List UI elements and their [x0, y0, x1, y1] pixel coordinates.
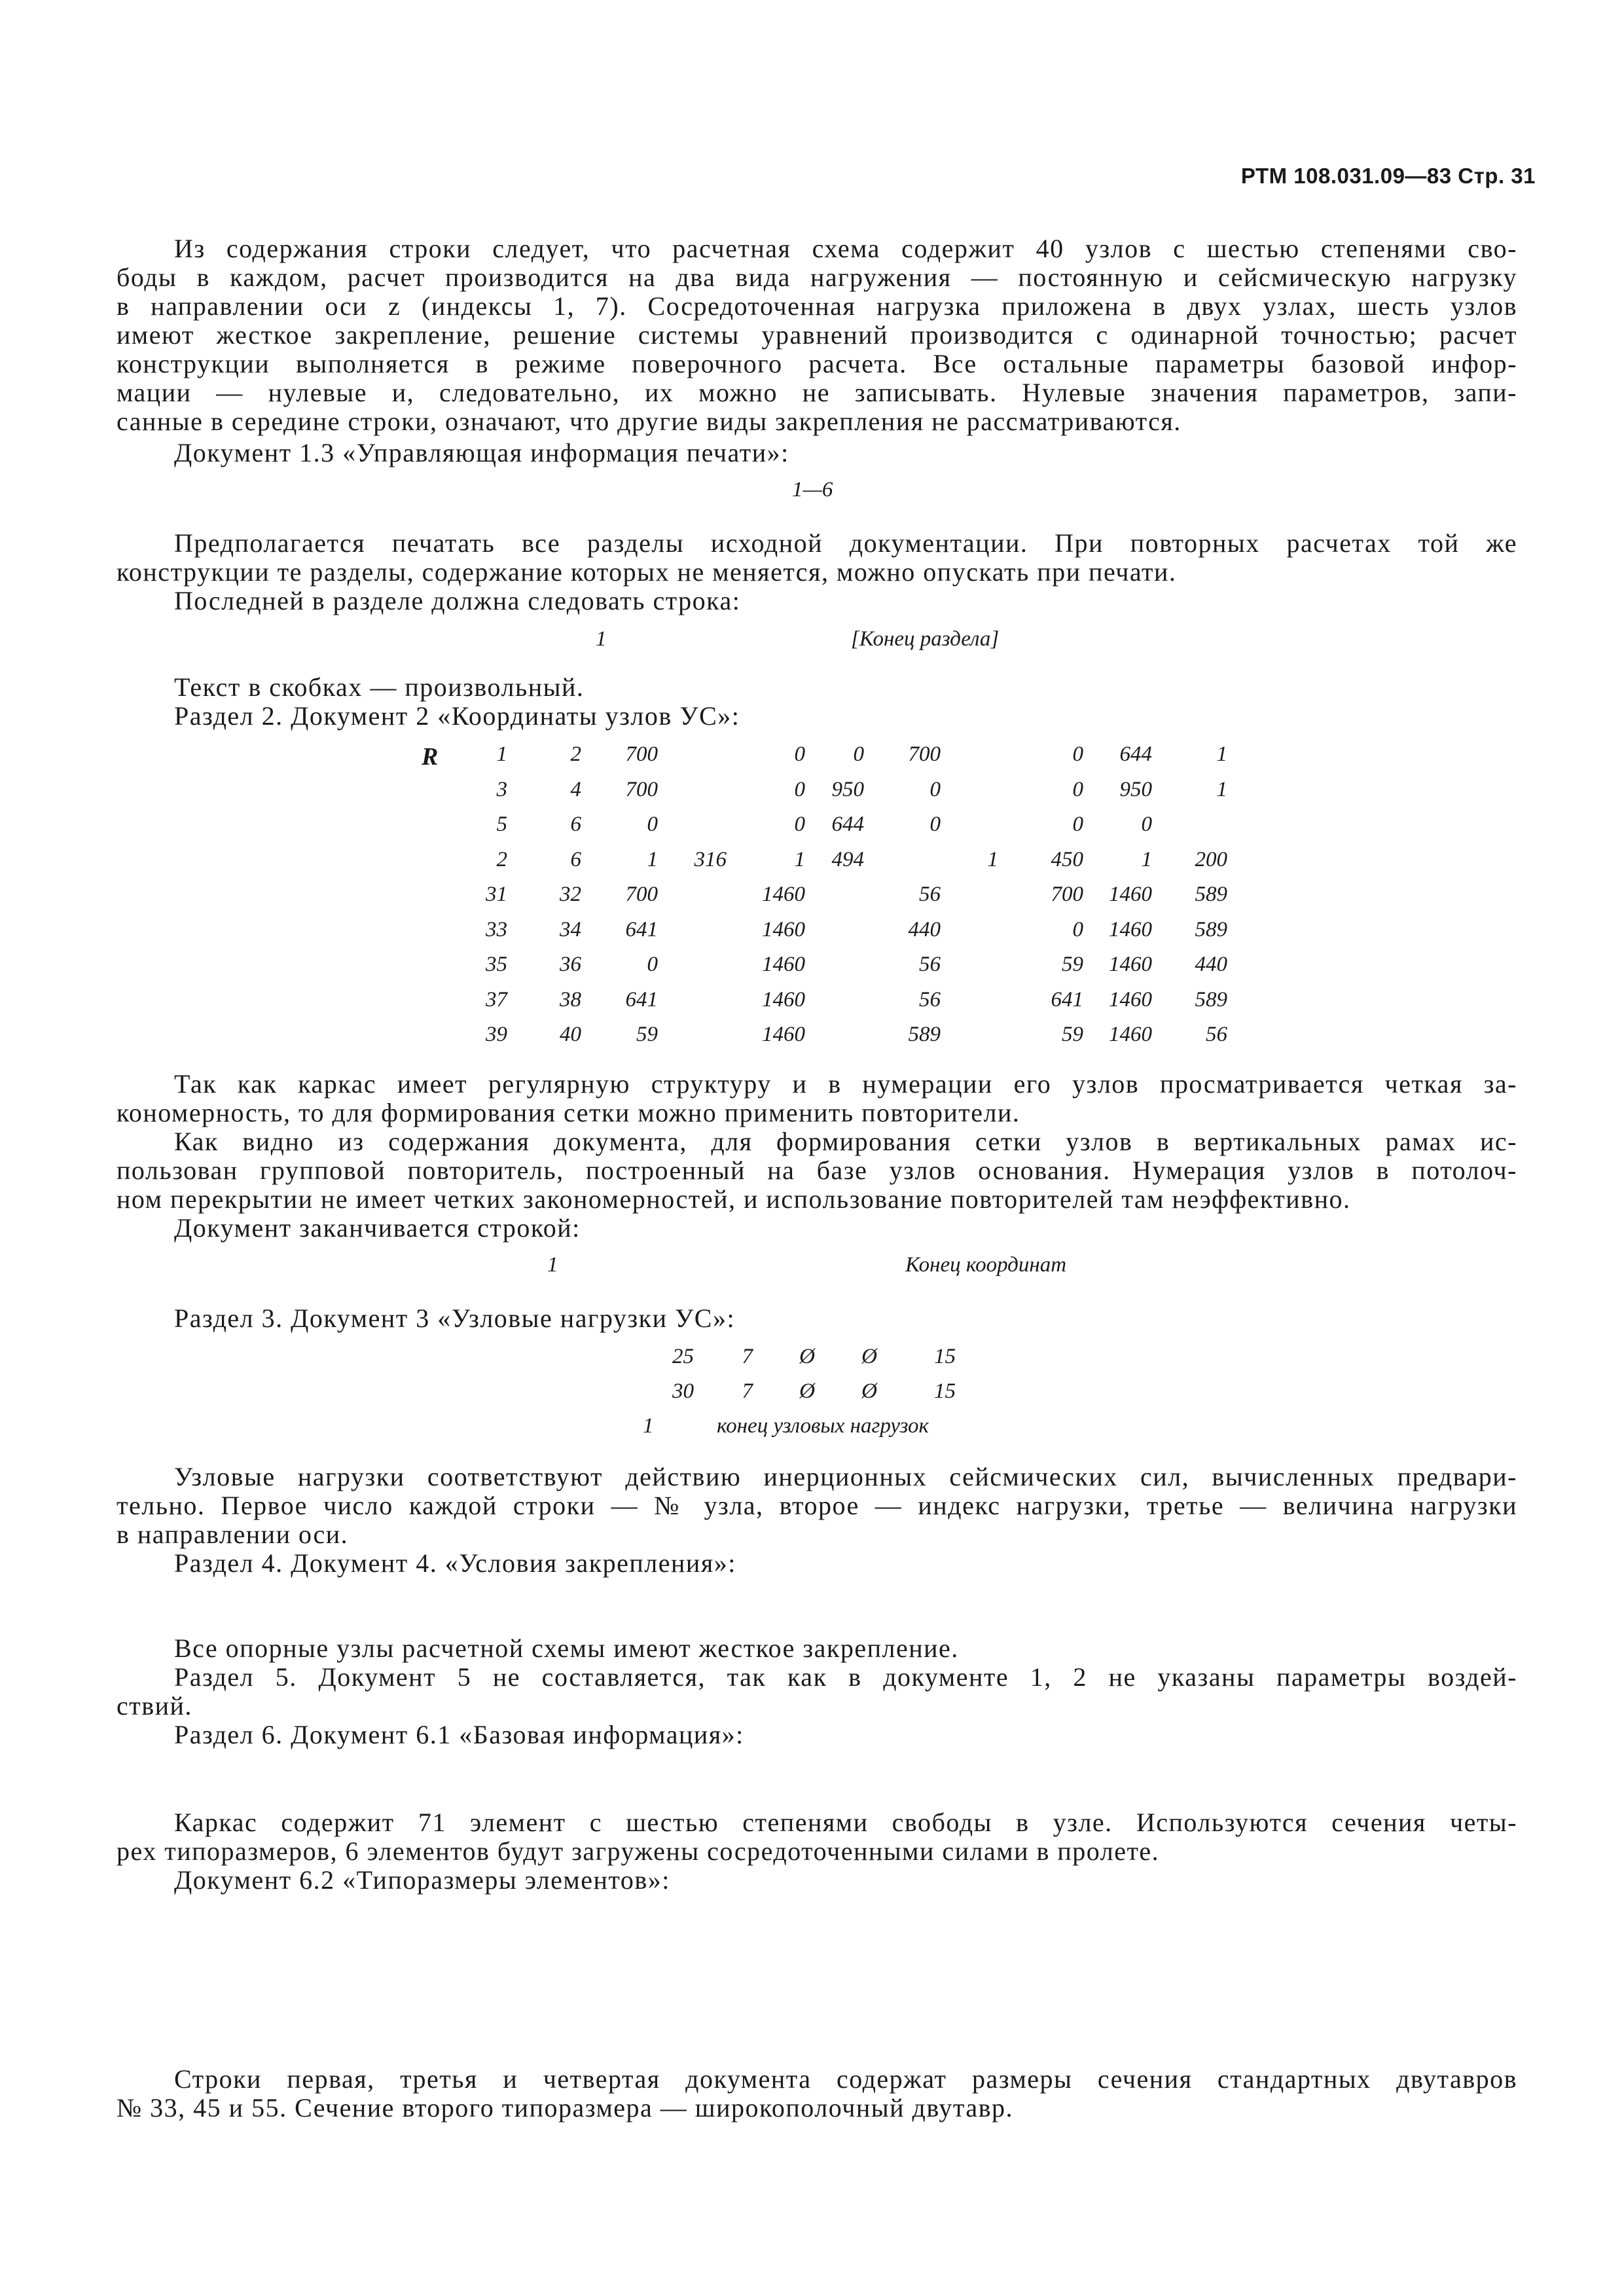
table-cell: 494	[831, 847, 864, 871]
text-line: Как видно из содержания документа, для формирования сетки узлов в вертикальных рамах ис-	[174, 1127, 1517, 1156]
table-cell: 200	[1195, 847, 1227, 871]
table-cell: 644	[831, 812, 864, 836]
table-cell: 1	[647, 847, 658, 871]
text-line: № 33, 45 и 55. Сечение второго типоразмера — широкополочный двутавр.	[117, 2093, 1013, 2123]
text-line: Предполагается печатать все разделы исходной документации. При повторных расчетах той же	[174, 528, 1517, 558]
table-cell: 7	[742, 1379, 753, 1403]
end-row-text: [Конец раздела]	[851, 627, 1000, 651]
table-cell: 56	[919, 987, 941, 1011]
section6-heading: Раздел 6. Документ 6.1 «Базовая информация»:	[174, 1720, 744, 1749]
end-row-num: 1	[596, 627, 607, 651]
text-line: тельно. Первое число каждой строки — № узла, второе — индекс нагрузки, третье — величина нагрузки	[117, 1491, 1517, 1520]
table-cell: 1460	[762, 883, 805, 906]
section3-heading: Раздел 3. Документ 3 «Узловые нагрузки УС»:	[174, 1303, 736, 1333]
table-cell: 589	[1195, 883, 1227, 906]
table-cell: 3	[496, 777, 507, 801]
table-cell: 59	[1062, 1023, 1083, 1046]
table-cell: 0	[794, 777, 805, 801]
text-line: ствий.	[117, 1691, 192, 1721]
table-cell: 0	[794, 742, 805, 766]
table-cell: 700	[1051, 883, 1083, 906]
table-cell: 4	[570, 777, 581, 801]
text-line: в направлении оси z (индексы 1, 7). Сосредоточенная нагрузка приложена в двух узлах, шесть узлов	[117, 291, 1517, 321]
table-cell: 25	[672, 1345, 694, 1368]
table-cell: 0	[647, 953, 658, 976]
table-cell: 2	[496, 847, 507, 871]
table-cell: 56	[919, 883, 941, 906]
text-line: Раздел 5. Документ 5 не составляется, так как в документе 1, 2 не указаны параметры воздей-	[174, 1662, 1517, 1692]
table-cell: 641	[1051, 987, 1083, 1011]
table-cell: 1	[1141, 847, 1152, 871]
text-line: конструкции выполняется в режиме поверочного расчета. Все остальные параметры базовой инфор-	[117, 349, 1517, 378]
table-cell: 589	[1195, 987, 1227, 1011]
table-cell: 35	[486, 953, 507, 976]
paragraph-6	[117, 1808, 1517, 1866]
table-cell: 0	[1072, 777, 1083, 801]
text-line: ном перекрытии не имеет четких закономерностей, и использование повторителей там неэффективно.	[117, 1184, 1351, 1214]
table-cell: 589	[1195, 917, 1227, 941]
loads-end-num: 1	[643, 1414, 654, 1438]
table-cell: 450	[1051, 847, 1083, 871]
table-cell: 0	[853, 742, 864, 766]
table-cell: 59	[1062, 953, 1083, 976]
table-cell: 0	[794, 812, 805, 836]
table-cell: 950	[1119, 777, 1152, 801]
paragraph-3	[117, 1070, 1517, 1127]
text-line: пользован групповой повторитель, построенный на базе узлов основания. Нумерация узлов в потолоч-	[117, 1156, 1517, 1185]
table-cell: 30	[672, 1379, 694, 1403]
table-cell: 37	[486, 987, 507, 1011]
table-cell: 34	[560, 917, 581, 941]
table-cell: 56	[1206, 1023, 1227, 1046]
table-cell: 7	[742, 1345, 753, 1368]
table-cell: 40	[560, 1023, 581, 1046]
table-cell: 0	[1141, 812, 1152, 836]
table-cell: 0	[929, 812, 941, 836]
table-cell: 32	[560, 883, 581, 906]
coord-end-text: Конец координат	[905, 1253, 1067, 1277]
text-line: кономерность, то для формирования сетки можно применить повторители.	[117, 1098, 1020, 1127]
table-cell: 1	[496, 742, 507, 766]
text-line: рех типоразмеров, 6 элементов будут загружены сосредоточенными силами в пролете.	[117, 1836, 1160, 1866]
table-cell: 39	[486, 1023, 507, 1046]
text-line: Узловые нагрузки соответствуют действию инерционных сейсмических сил, вычисленных предвари-	[174, 1462, 1517, 1491]
table-cell: 641	[625, 987, 658, 1011]
table-cell: 38	[560, 987, 581, 1011]
table-cell: 950	[831, 777, 864, 801]
table-cell: 700	[625, 777, 658, 801]
table-cell: 31	[486, 883, 507, 906]
brackets-text: Текст в скобках — произвольный.	[174, 672, 585, 702]
table-cell: Ø	[861, 1379, 877, 1403]
table-cell: 1460	[1109, 1023, 1152, 1046]
table-cell: 1	[1216, 742, 1227, 766]
table-cell: 1460	[762, 1023, 805, 1046]
table-cell: 1460	[1109, 987, 1152, 1011]
text-line: конструкции те разделы, содержание которых не меняется, можно опускать при печати.	[117, 557, 1177, 587]
table-cell: 1460	[762, 953, 805, 976]
doc62-heading: Документ 6.2 «Типоразмеры элементов»:	[174, 1865, 670, 1895]
coord-end-num: 1	[547, 1253, 558, 1277]
table-cell: 33	[486, 917, 507, 941]
paragraph-1	[117, 234, 1517, 436]
doc-ends-text: Документ заканчивается строкой:	[174, 1213, 581, 1243]
paragraph-2	[117, 529, 1517, 587]
doc13-value: 1—6	[792, 478, 833, 501]
table-cell: 0	[1072, 812, 1083, 836]
last-line-intro: Последней в разделе должна следовать строка:	[174, 586, 741, 615]
text-line: санные в середине строки, означают, что другие виды закрепления не рассматриваются.	[117, 407, 1182, 436]
text-line: Строки первая, третья и четвертая документа содержат размеры сечения стандартных двутавров	[174, 2064, 1517, 2094]
doc13-heading: Документ 1.3 «Управляющая информация печати»:	[174, 438, 789, 467]
table-cell: 6	[570, 847, 581, 871]
text-line: мации — нулевые и, следовательно, их можно не записывать. Нулевые значения параметров, запи-	[117, 378, 1517, 407]
table-cell: 0	[929, 777, 941, 801]
paragraph-5	[117, 1463, 1517, 1549]
table-cell: 700	[625, 883, 658, 906]
table-cell: 316	[694, 847, 727, 871]
table-cell: 1	[1216, 777, 1227, 801]
text-line: в направлении оси.	[117, 1520, 349, 1549]
table-cell: 0	[647, 812, 658, 836]
table-cell: Ø	[861, 1345, 877, 1368]
paragraph-7	[117, 2065, 1517, 2123]
table-cell: 1460	[762, 917, 805, 941]
text-line: боды в каждом, расчет производится на два вида нагружения — постоянную и сейсмическую нагрузку	[117, 263, 1517, 292]
loads-end-text: конец узловых нагрузок	[717, 1414, 929, 1438]
table-cell: 700	[625, 742, 658, 766]
section4-heading: Раздел 4. Документ 4. «Условия закрепления»:	[174, 1548, 736, 1578]
text-line: Из содержания строки следует, что расчетная схема содержит 40 узлов с шестью степенями сво-	[174, 234, 1517, 263]
support-text: Все опорные узлы расчетной схемы имеют жесткое закрепление.	[174, 1633, 959, 1663]
table-cell: 1460	[762, 987, 805, 1011]
text-line: Каркас содержит 71 элемент с шестью степенями свободы в узле. Используются сечения четы-	[174, 1808, 1517, 1837]
table-cell: 641	[625, 917, 658, 941]
text-line: имеют жесткое закрепление, решение системы уравнений производится с одинарной точностью; расчет	[117, 320, 1517, 350]
table-cell: 700	[908, 742, 941, 766]
table-cell: 5	[496, 812, 507, 836]
table-cell: 589	[908, 1023, 941, 1046]
table-cell: 440	[1195, 953, 1227, 976]
table-cell: 1	[987, 847, 998, 871]
table-cell: Ø	[799, 1379, 815, 1403]
paragraph-4	[117, 1127, 1517, 1214]
table-cell: 56	[919, 953, 941, 976]
table-cell: 59	[636, 1023, 658, 1046]
section5-paragraph	[117, 1663, 1517, 1721]
table-cell: 1460	[1109, 883, 1152, 906]
table-cell: 440	[908, 917, 941, 941]
table-cell: 0	[1072, 917, 1083, 941]
table-cell: Ø	[799, 1345, 815, 1368]
page-header: РТМ 108.031.09—83 Стр. 31	[1240, 164, 1536, 188]
table-cell: 2	[570, 742, 581, 766]
table-cell: 15	[934, 1345, 956, 1368]
table-cell: 1	[794, 847, 805, 871]
text-line: Так как каркас имеет регулярную структуру и в нумерации его узлов просматривается четкая за-	[174, 1069, 1517, 1099]
section2-heading: Раздел 2. Документ 2 «Координаты узлов УС»:	[174, 701, 740, 731]
table-cell: 6	[570, 812, 581, 836]
table-cell: 1460	[1109, 917, 1152, 941]
coord-marker: R	[422, 743, 439, 771]
table-cell: 15	[934, 1379, 956, 1403]
table-cell: 1460	[1109, 953, 1152, 976]
table-cell: 0	[1072, 742, 1083, 766]
table-cell: 36	[560, 953, 581, 976]
table-cell: 644	[1119, 742, 1152, 766]
